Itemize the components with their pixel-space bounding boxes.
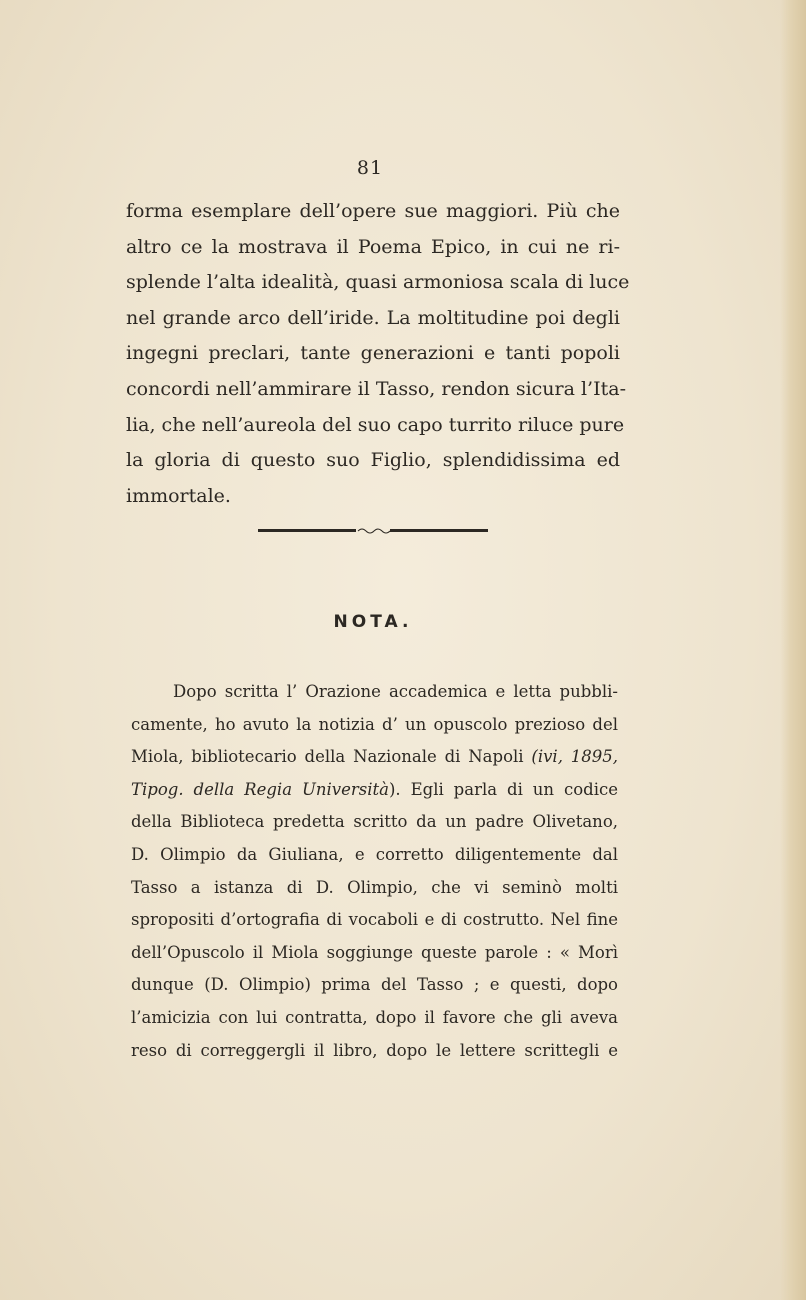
- note-line: Tasso a istanza di D. Olimpio, che vi seminò molti: [131, 877, 618, 897]
- note-heading: NOTA.: [333, 612, 413, 632]
- paragraph-line: altro ce la mostrava il Poema Epico, in cui ne ri-: [126, 235, 620, 258]
- section-divider-ornament: [258, 523, 488, 539]
- note-line: reso di correggergli il libro, dopo le lettere scrittegli e: [131, 1040, 618, 1060]
- paragraph-line: forma esemplare dell’opere sue maggiori. Più che: [126, 200, 620, 222]
- note-line: della Biblioteca predetta scritto da un padre Olivetano,: [131, 812, 618, 832]
- note-line-text: Miola, bibliotecario della Nazionale di Napoli: [131, 747, 532, 767]
- note-line: [131, 741, 618, 774]
- page-number: 81: [356, 157, 384, 179]
- note-line: dell’Opuscolo il Miola soggiunge queste parole : « Morì: [131, 942, 618, 962]
- note-line: D. Olimpio da Giuliana, e corretto diligentemente dal: [131, 844, 618, 864]
- note-line: dunque (D. Olimpio) prima del Tasso ; e questi, dopo: [131, 975, 618, 995]
- note-line: camente, ho avuto la notizia d’ un opuscolo prezioso del: [131, 714, 618, 734]
- note-paragraph: [131, 676, 618, 1067]
- paragraph-line: immortale.: [126, 484, 231, 507]
- paragraph-line: concordi nell’ammirare il Tasso, rendon sicura l’Ita-: [126, 377, 626, 400]
- paragraph-line: la gloria di questo suo Figlio, splendidissima ed: [126, 449, 620, 472]
- main-paragraph: [126, 194, 630, 514]
- page-edge-shadow: [780, 0, 806, 1300]
- paragraph-line: splende l’alta idealità, quasi armoniosa scala di luce: [126, 271, 630, 294]
- note-citation-italic: Tipog. della Regia Università: [131, 779, 389, 799]
- note-line: Tipog. della Regia Università). Egli parla di un codice: [131, 779, 618, 799]
- paragraph-line: nel grande arco dell’iride. La moltitudine poi degli: [126, 306, 620, 329]
- note-line: spropositi d’ortografia di vocaboli e di costrutto. Nel fine: [131, 910, 618, 930]
- paragraph-line: lia, che nell’aureola del suo capo turrito riluce pure: [126, 413, 625, 436]
- note-line: l’amicizia con lui contratta, dopo il favore che gli aveva: [131, 1007, 618, 1027]
- note-line: Dopo scritta l’ Orazione accademica e letta pubbli-: [173, 682, 618, 701]
- note-citation-italic: (ivi, 1895,: [531, 747, 618, 767]
- paragraph-line: ingegni preclari, tante generazioni e tanti popoli: [126, 342, 620, 365]
